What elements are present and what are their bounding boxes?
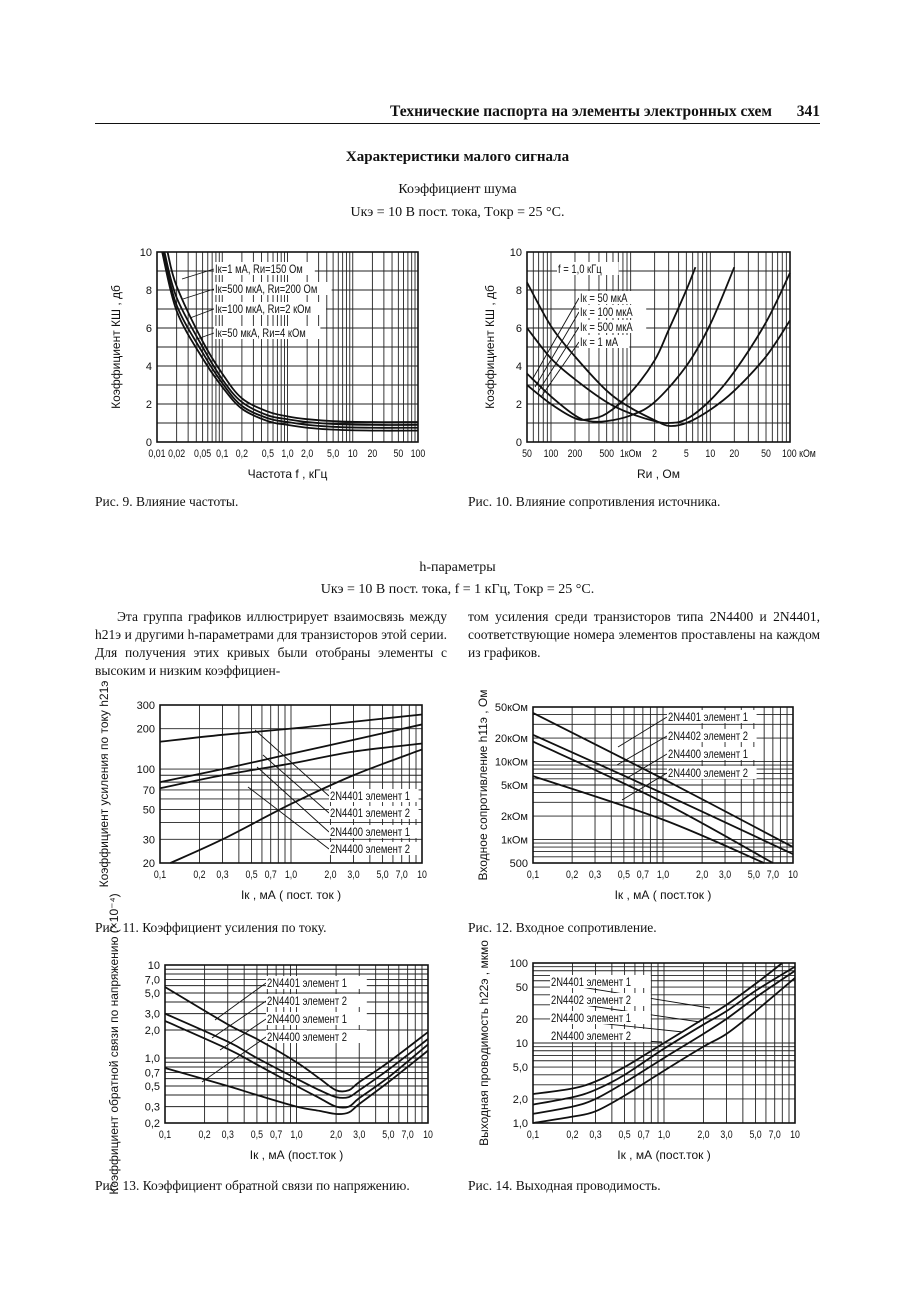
x-tick-label: 0,2: [566, 1129, 579, 1142]
y-tick-label: 10кОм: [494, 756, 528, 769]
paragraph-right: том усиления среди транзисторов типа 2N4400 и 2N4401, соответствующие номера элементов проставлены на каждом из графиков.: [468, 609, 820, 660]
y-axis-title: Коэффициент усиления по току h21э: [97, 680, 111, 888]
x-tick-label: 10: [790, 1129, 800, 1142]
x-tick-label: 0,2: [566, 869, 579, 882]
fig14-caption: Рис. 14. Выходная проводимость.: [468, 1178, 661, 1193]
y-tick-label: 4: [145, 361, 152, 373]
y-tick-label: 2,0: [144, 1025, 160, 1038]
annotation-label: Iк=100 мкА, Rи=2 кОм: [215, 303, 311, 317]
x-tick-label: 3,0: [353, 1129, 366, 1142]
annotation-leader: [190, 309, 214, 318]
hparams-conditions: Uкэ = 10 В пост. тока, f = 1 кГц, Tокр = 25 °C.: [320, 582, 595, 597]
x-tick-label: 3,0: [720, 1129, 733, 1142]
x-tick-label: 100 кОм: [782, 448, 816, 461]
annotation-label: 2N4401 элемент 2: [267, 995, 348, 1009]
y-tick-label: 300: [136, 700, 155, 712]
annotation-label: 2N4401 элемент 1: [551, 976, 632, 990]
x-tick-label: 1,0: [284, 869, 298, 882]
x-tick-label: 0,02: [168, 448, 186, 461]
y-tick-label: 0,3: [144, 1101, 160, 1114]
fig12-chart: [476, 690, 798, 903]
annotation-leader: [627, 754, 667, 778]
x-tick-label: 10: [788, 869, 798, 882]
x-tick-label: 0,05: [194, 448, 212, 461]
annotation-label: 2N4401 элемент 1: [668, 711, 749, 725]
y-tick-label: 5,0: [512, 1062, 528, 1075]
y-tick-label: 20: [142, 858, 155, 870]
y-tick-label: 3,0: [144, 1008, 160, 1021]
annotation-label: Iк = 500 мкА: [580, 321, 633, 335]
annotation-label: 2N4402 элемент 2: [551, 994, 632, 1008]
hparams-title: h-параметры: [419, 560, 496, 575]
x-axis-title: Iк , мА ( пост.ток ): [614, 888, 712, 902]
x-tick-label: 0,5: [618, 1129, 631, 1142]
y-tick-label: 100: [136, 764, 155, 777]
x-tick-label: 1,0: [657, 1129, 671, 1142]
y-tick-label: 30: [142, 834, 155, 847]
x-tick-label: 50: [522, 448, 532, 461]
y-tick-label: 0,5: [144, 1080, 160, 1093]
y-axis-title: Коэффициент обратной связи по напряжению (×10⁻⁴): [107, 893, 121, 1195]
y-axis-title: Коэффициент КШ , дб: [109, 285, 123, 409]
y-tick-label: 20: [515, 1013, 528, 1026]
x-tick-label: 10: [423, 1129, 433, 1142]
annotation-label: 2N4401 элемент 1: [267, 977, 348, 991]
y-tick-label: 2: [145, 399, 152, 411]
x-tick-label: 1кОм: [619, 448, 642, 461]
x-tick-label: 10: [347, 448, 358, 461]
annotation-label: Iк=500 мкА, Rи=200 Ом: [215, 283, 318, 297]
y-tick-label: 4: [515, 361, 522, 373]
x-tick-label: 2,0: [329, 1129, 343, 1142]
annotation-label: 2N4400 элемент 2: [551, 1030, 632, 1044]
x-tick-label: 200: [567, 448, 583, 461]
fig9-chart: [109, 247, 426, 481]
x-axis-title: Iк , мА (пост.ток ): [249, 1148, 344, 1162]
x-tick-label: 0,1: [526, 869, 540, 882]
noise-title: Коэффициент шума: [398, 182, 517, 197]
x-tick-label: 0,7: [637, 1129, 650, 1142]
x-tick-label: 2,0: [697, 1129, 710, 1142]
annotation-label: 2N4402 элемент 2: [668, 730, 749, 744]
y-axis-title: Входное сопротивление h11э , Ом: [476, 689, 490, 881]
x-tick-label: 0,2: [193, 869, 206, 882]
x-axis-title: Rи , Ом: [637, 467, 680, 481]
x-tick-label: 5: [683, 448, 689, 461]
y-tick-label: 1кОм: [500, 834, 528, 847]
x-tick-label: 0,3: [221, 1129, 234, 1142]
annotation-label: Iк=50 мкА, Rи=4 кОм: [215, 327, 306, 341]
y-tick-label: 5,0: [144, 987, 160, 1000]
y-tick-label: 6: [145, 323, 152, 335]
fig11-caption: Рис. 11. Коэффициент усиления по току.: [95, 920, 327, 935]
x-tick-label: 2: [652, 448, 658, 461]
x-tick-label: 10: [705, 448, 716, 461]
annotation-leader: [263, 755, 329, 813]
y-tick-label: 5кОм: [500, 780, 528, 792]
y-tick-label: 8: [515, 285, 522, 297]
x-tick-label: 0,5: [617, 869, 630, 882]
y-tick-label: 0: [515, 437, 522, 449]
x-axis-title: Iк , мА ( пост. ток ): [240, 888, 342, 902]
fig10-chart: [483, 247, 816, 481]
x-tick-label: 5,0: [382, 1129, 395, 1142]
y-tick-label: 50: [142, 804, 155, 817]
x-tick-label: 0,2: [198, 1129, 211, 1142]
x-tick-label: 50: [393, 448, 404, 461]
page-number: 341: [796, 103, 820, 120]
noise-conditions: Uкэ = 10 В пост. тока, Tокр = 25 °C.: [350, 205, 565, 220]
x-tick-label: 3,0: [347, 869, 360, 882]
y-tick-label: 1,0: [512, 1118, 528, 1130]
y-tick-label: 50кОм: [494, 702, 528, 714]
y-tick-label: 200: [136, 723, 155, 736]
x-tick-label: 3,0: [718, 869, 732, 882]
y-tick-label: 6: [515, 323, 522, 335]
annotation-leader: [202, 1037, 266, 1082]
x-tick-label: 7,0: [766, 869, 779, 882]
annotation-label: Iк = 50 мкА: [580, 292, 628, 306]
fig13-chart: [107, 893, 433, 1194]
x-tick-label: 0,01: [148, 448, 166, 461]
y-tick-label: 8: [145, 285, 152, 297]
x-tick-label: 0,7: [264, 869, 277, 882]
x-tick-label: 5,0: [376, 869, 389, 882]
x-tick-label: 7,0: [401, 1129, 414, 1142]
y-tick-label: 50: [515, 982, 528, 995]
fig9-caption: Рис. 9. Влияние частоты.: [95, 494, 239, 509]
y-tick-label: 0: [145, 437, 152, 449]
annotation-label: 2N4400 элемент 2: [330, 843, 411, 857]
section-title: Характеристики малого сигнала: [345, 149, 570, 165]
y-tick-label: 1,0: [144, 1052, 160, 1065]
annotation-label: 2N4400 элемент 2: [668, 767, 749, 781]
y-tick-label: 10: [509, 247, 522, 259]
fig11-chart: [97, 681, 427, 902]
annotation-label: Iк = 1 мА: [580, 336, 619, 350]
annotation-label: 2N4401 элемент 1: [330, 790, 411, 804]
fig10-caption: Рис. 10. Влияние сопротивления источника.: [468, 494, 721, 509]
x-tick-label: 0,1: [216, 448, 229, 461]
y-tick-label: 10: [515, 1038, 528, 1050]
annotation-label: 2N4400 элемент 1: [330, 826, 411, 840]
x-tick-label: 0,3: [589, 1129, 602, 1142]
x-tick-label: 0,3: [216, 869, 229, 882]
x-tick-label: 7,0: [395, 869, 408, 882]
x-tick-label: 2,0: [324, 869, 337, 882]
y-tick-label: 70: [142, 784, 155, 797]
annotation-label: Iк=1 мА, Rи=150 Ом: [215, 263, 303, 277]
annotation-leader: [255, 730, 329, 796]
series-line-4: [533, 776, 764, 863]
x-tick-label: 0,1: [153, 869, 167, 882]
annotation-label: 2N4400 элемент 2: [267, 1031, 348, 1045]
y-tick-label: 2: [515, 399, 522, 411]
y-tick-label: 100: [509, 958, 528, 970]
x-tick-label: 0,2: [235, 448, 249, 461]
x-tick-label: 0,5: [245, 869, 258, 882]
annotation-label: 2N4400 элемент 1: [668, 748, 749, 762]
fig14-chart: [477, 940, 800, 1162]
annotation-leader: [182, 269, 214, 279]
x-tick-label: 5,0: [326, 448, 340, 461]
x-tick-label: 1,0: [290, 1129, 303, 1142]
y-tick-label: 500: [509, 858, 528, 870]
annotation-leader: [541, 342, 579, 397]
x-tick-label: 5,0: [749, 1129, 762, 1142]
x-tick-label: 1,0: [656, 869, 670, 882]
paragraph-left: Эта группа графиков иллюстрирует взаимосвязь между h21э и другими h-параметрами для транзисторов этой серии. Для получения этих кривых были отобраны элементы с высоким и низким коэффициен-: [95, 609, 447, 678]
x-axis-title: Частота f , кГц: [247, 467, 328, 481]
x-tick-label: 100: [543, 448, 559, 461]
x-tick-label: 0,7: [636, 869, 649, 882]
x-tick-label: 0,1: [158, 1129, 172, 1142]
x-tick-label: 20: [367, 448, 378, 461]
x-tick-label: 0,1: [526, 1129, 540, 1142]
y-tick-label: 20кОм: [494, 733, 528, 746]
series-line-3: [527, 273, 790, 423]
y-tick-label: 10: [139, 247, 152, 259]
y-tick-label: 7,0: [144, 974, 160, 987]
x-axis-title: Iк , мА (пост.ток ): [617, 1148, 711, 1162]
y-tick-label: 10: [147, 960, 160, 972]
annotation-leader: [215, 983, 266, 1020]
fig12-caption: Рис. 12. Входное сопротивление.: [468, 920, 657, 935]
annotation-label: 2N4400 элемент 1: [551, 1012, 632, 1026]
y-axis-title: Выходная проводимость h22э , мкмо: [477, 940, 491, 1146]
annotation-leader: [617, 736, 667, 765]
x-tick-label: 20: [729, 448, 740, 461]
x-tick-label: 0,3: [588, 869, 602, 882]
annotation-label: 2N4400 элемент 1: [267, 1013, 348, 1027]
y-tick-label: 0,7: [144, 1067, 160, 1080]
x-tick-label: 0,5: [261, 448, 274, 461]
x-tick-label: 10: [417, 869, 427, 882]
fig13-caption: Рис. 13. Коэффициент обратной связи по напряжению.: [95, 1178, 410, 1193]
x-tick-label: 0,7: [270, 1129, 283, 1142]
annotation-label: Iк = 100 мкА: [580, 306, 633, 320]
x-tick-label: 50: [761, 448, 771, 461]
x-tick-label: 0,5: [250, 1129, 264, 1142]
y-tick-label: 2,0: [512, 1093, 528, 1106]
annotation-label: 2N4401 элемент 2: [330, 807, 411, 821]
x-tick-label: 2,0: [696, 869, 709, 882]
header-title: Технические паспорта на элементы электронных схем: [390, 103, 772, 120]
y-tick-label: 0,2: [144, 1118, 160, 1130]
x-tick-label: 1,0: [281, 448, 294, 461]
x-tick-label: 2,0: [301, 448, 314, 461]
annotation-label: f = 1,0 кГц: [558, 263, 602, 277]
x-tick-label: 7,0: [768, 1129, 781, 1142]
annotation-leader: [183, 289, 214, 299]
y-tick-label: 2кОм: [500, 811, 528, 824]
x-tick-label: 500: [599, 448, 615, 461]
annotation-leader: [535, 312, 579, 387]
y-axis-title: Коэффициент КШ , дб: [483, 285, 497, 409]
x-tick-label: 5,0: [747, 869, 760, 882]
x-tick-label: 100: [410, 448, 426, 461]
